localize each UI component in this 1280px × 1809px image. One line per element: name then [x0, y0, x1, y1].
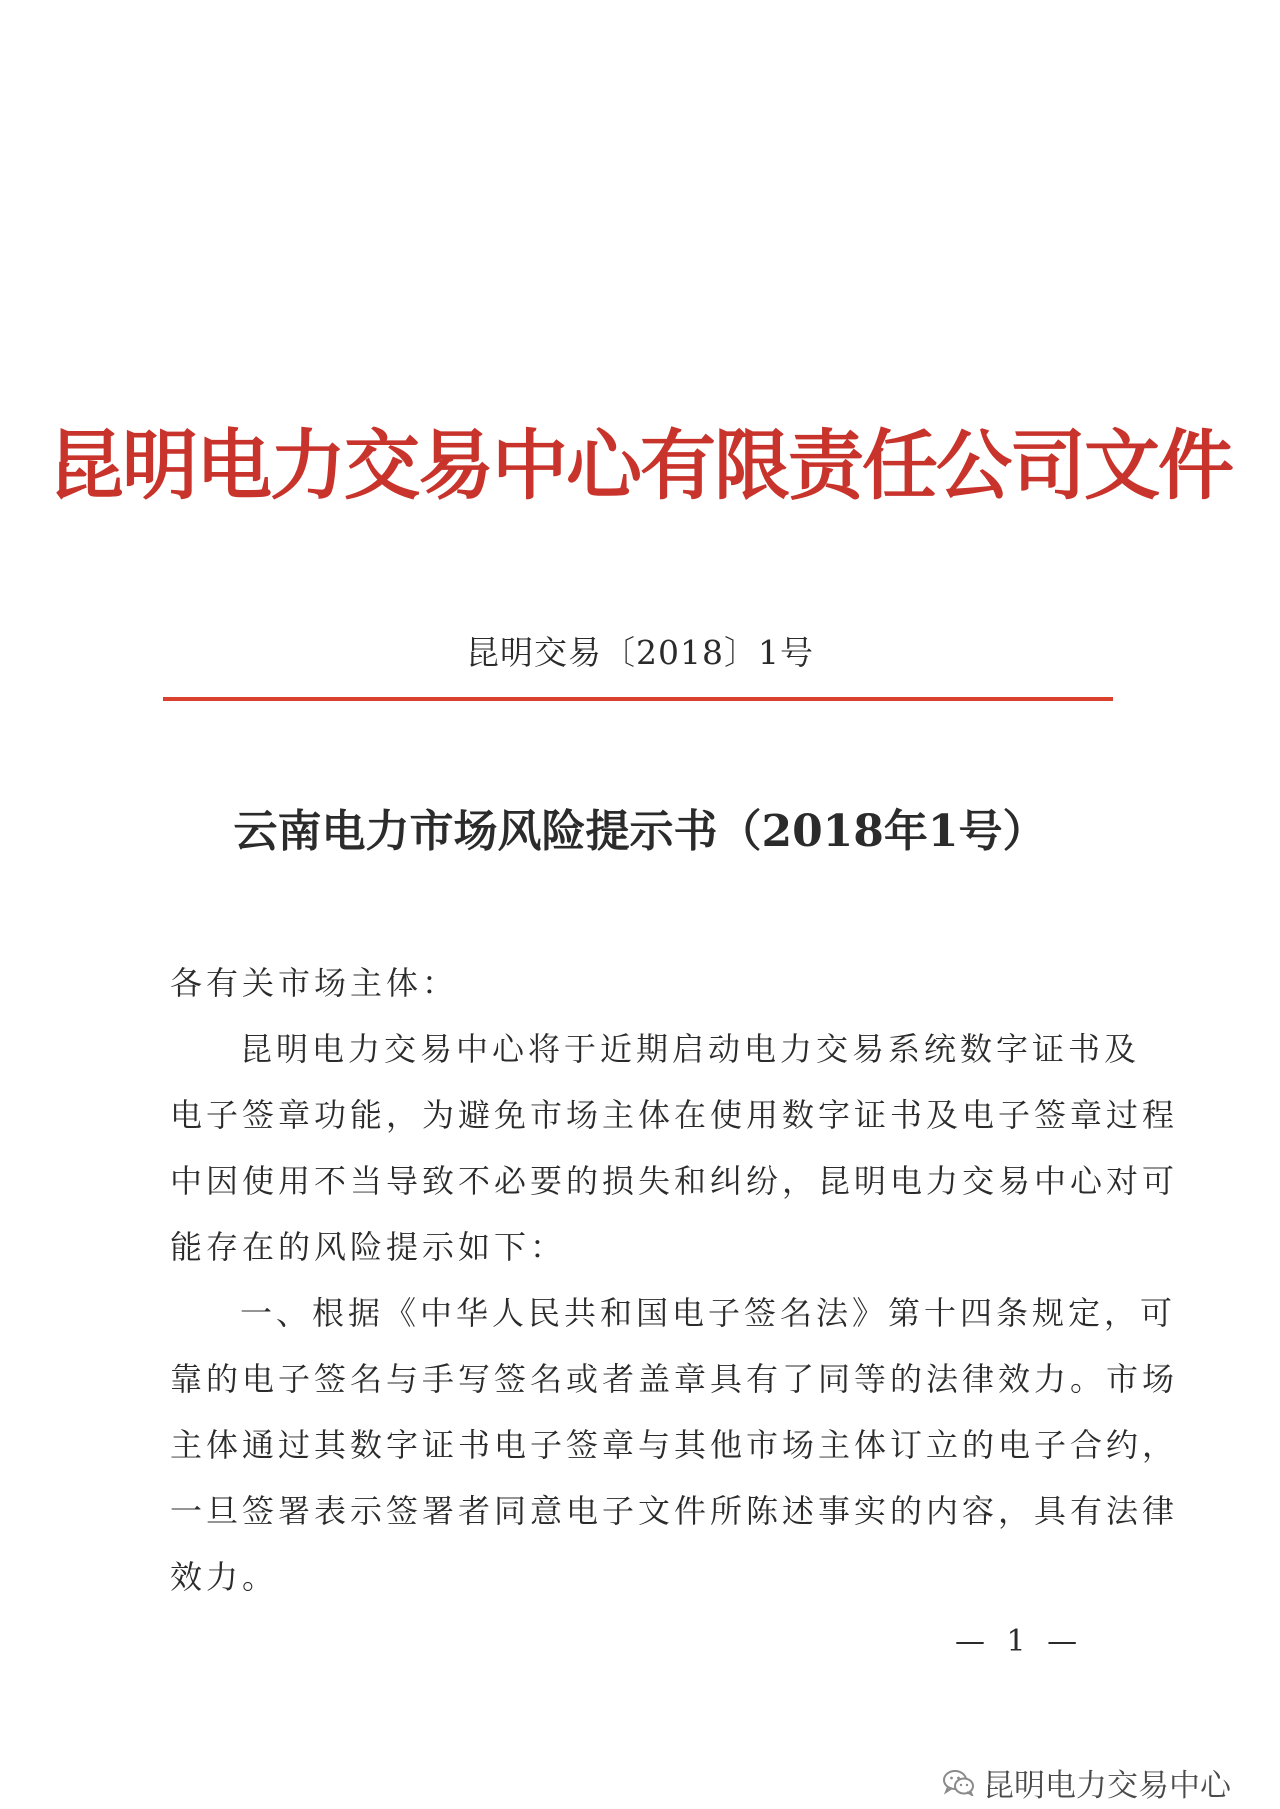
body-line: 主体通过其数字证书电子签章与其他市场主体订立的电子合约，	[170, 1426, 1179, 1464]
body-line: 昆明电力交易中心将于近期启动电力交易系统数字证书及	[240, 1030, 1141, 1068]
page-number: — 1 —	[955, 1624, 1084, 1659]
issuer-title: 昆明电力交易中心有限责任公司文件	[48, 421, 1232, 510]
watermark-text: 昆明电力交易中心	[983, 1768, 1231, 1804]
salutation: 各有关市场主体：	[170, 964, 459, 1002]
wechat-icon	[943, 1770, 975, 1796]
body-line: 一、根据《中华人民共和国电子签名法》第十四条规定，可	[240, 1294, 1177, 1332]
body-line: 一旦签署表示签署者同意电子文件所陈述事实的内容，具有法律	[170, 1492, 1179, 1530]
document-body	[170, 950, 1179, 1610]
body-line: 能存在的风险提示如下：	[170, 1228, 567, 1266]
body-line: 中因使用不当导致不必要的损失和纠纷，昆明电力交易中心对可	[170, 1162, 1179, 1200]
wechat-watermark	[943, 1760, 1231, 1805]
body-line: 效力。	[170, 1558, 279, 1596]
body-line: 靠的电子签名与手写签名或者盖章具有了同等的法律效力。市场	[170, 1360, 1179, 1398]
document-title: 云南电力市场风险提示书（2018年1号）	[233, 806, 1047, 857]
body-line: 电子签章功能，为避免市场主体在使用数字证书及电子签章过程	[170, 1096, 1179, 1134]
document-number: 昆明交易〔2018〕1号	[466, 633, 814, 672]
red-divider	[163, 697, 1113, 701]
